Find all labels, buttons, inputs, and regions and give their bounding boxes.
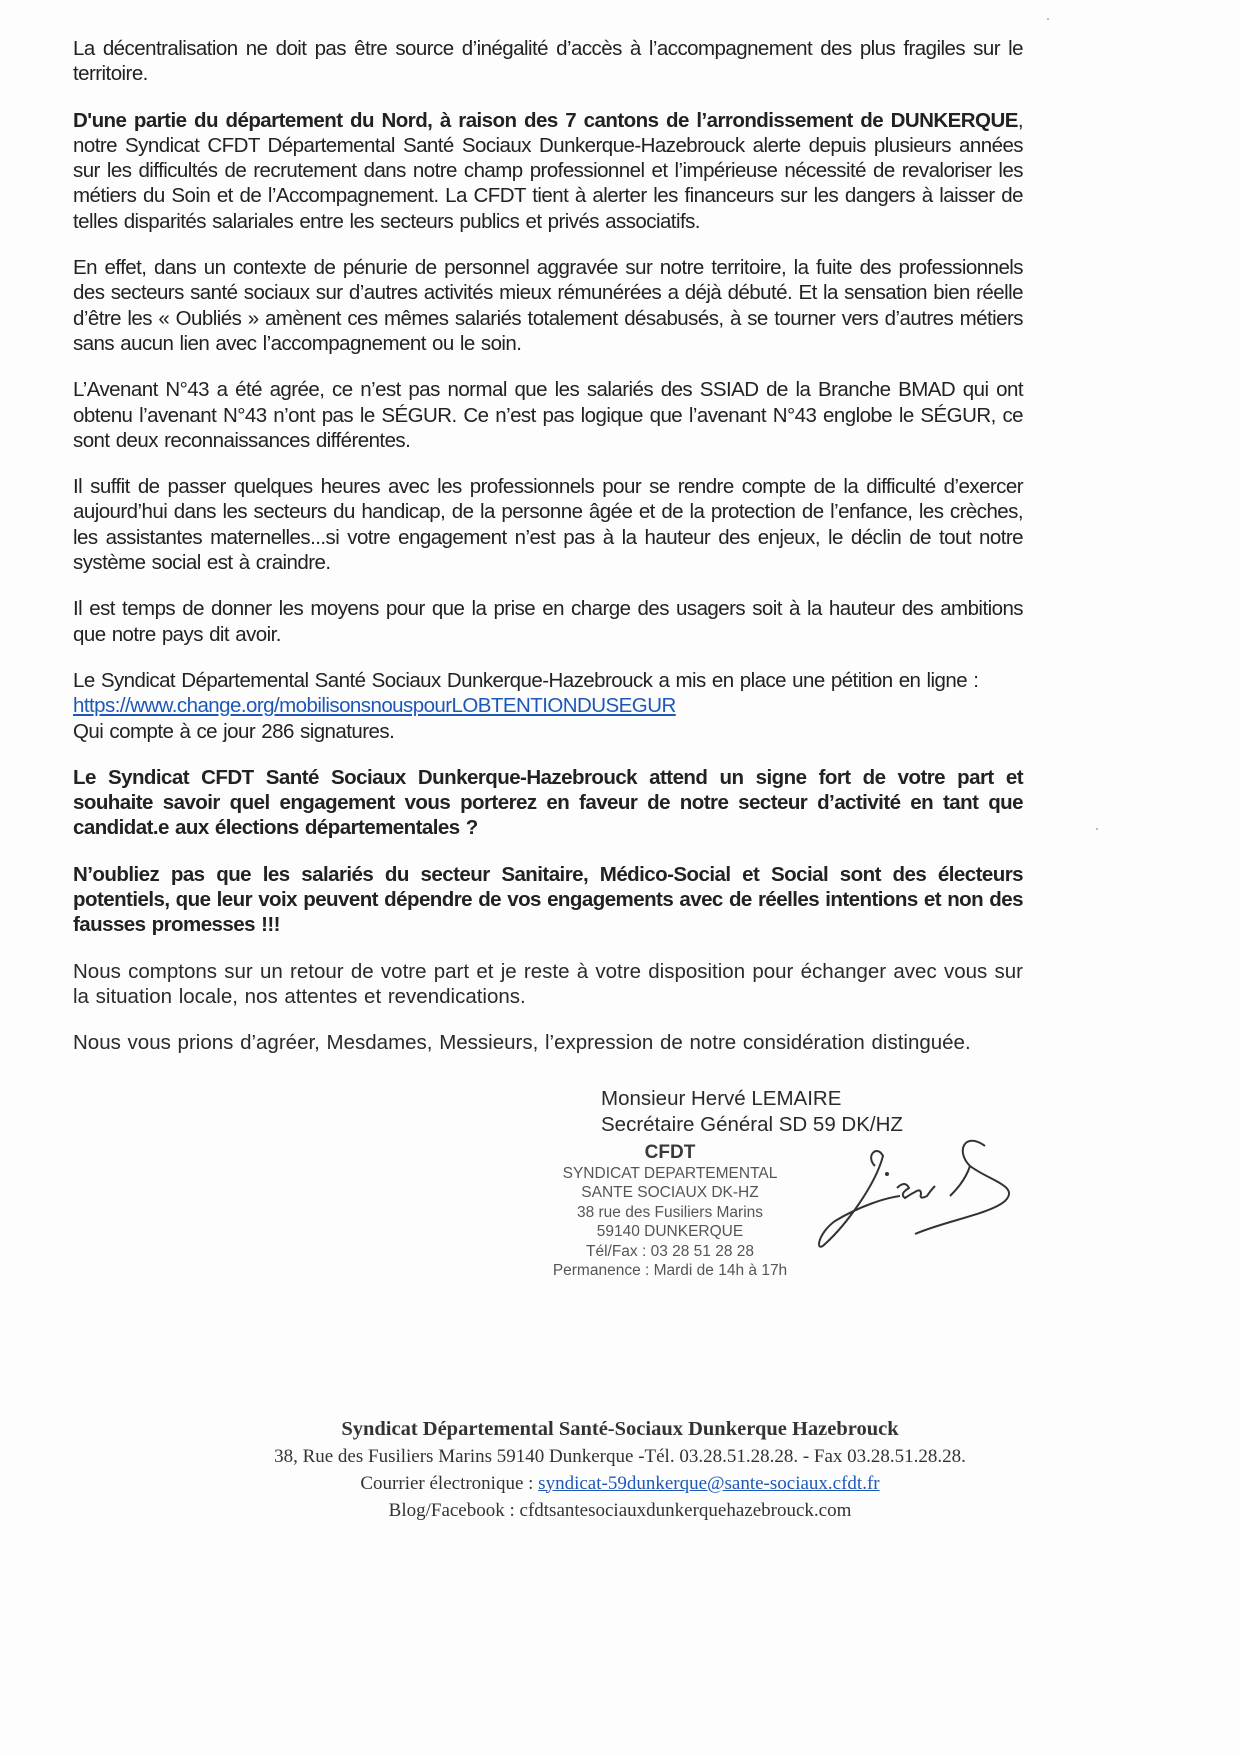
paragraph-avenant-43: L’Avenant N°43 a été agrée, ce n’est pas normal que les salariés des SSIAD de la Branche BMAD qui ont obtenu l’avenant N°43 n’ont pas le SÉGUR. Ce n’est pas logique que l’avenant N°43 englobe le SÉGUR, ce sont deux reconnaissances différentes. — [73, 378, 1023, 452]
stamp-line: SANTE SOCIAUX DK-HZ — [581, 1184, 759, 1201]
scan-speck — [1096, 828, 1098, 830]
stamp-line: 59140 DUNKERQUE — [596, 1223, 744, 1240]
paragraph-penurie: En effet, dans un contexte de pénurie de personnel aggravée sur notre territoire, la fuite des professionnels des secteurs santé sociaux sur d’autres activités mieux rémunérées a déjà débuté. Et la sensation bien réelle d’être les « Oubliés » amènent ces mêmes salariés totalement désabusés, à se tourner vers d’autres métiers sans aucun lien avec l’accompagnement ou le soin. — [73, 256, 1023, 355]
petition-block — [73, 668, 1023, 744]
letter-body — [73, 36, 1023, 1524]
stamp-line: 38 rue des Fusiliers Marins — [576, 1203, 764, 1221]
stamp-line: Permanence : Mardi de 14h à 17h — [552, 1262, 788, 1279]
footer-email-link[interactable]: syndicat-59dunkerque@sante-sociaux.cfdt.fr — [538, 1472, 880, 1494]
footer-email-label: Courrier électronique : — [360, 1472, 539, 1494]
paragraph-dunkerque-body: , notre Syndicat CFDT Départemental Santé Sociaux Dunkerque-Hazebrouck alerte depuis plusieurs années sur les difficultés de recrutement dans notre champ professionnel et l’impérieuse nécessité de revaloriser les métiers du Soin et de l’Accompagnement. La CFDT tient à alerter les financeurs sur les dangers à laisser de telles disparités salariales entre les secteurs publics et privés associatifs. — [73, 108, 1023, 233]
signatory-name: Monsieur Hervé LEMAIRE — [601, 1086, 842, 1110]
stamp-line: SYNDICAT DEPARTEMENTAL — [562, 1164, 778, 1182]
paragraph-petition: Le Syndicat Départemental Santé Sociaux Dunkerque-Hazebrouck a mis en place une pétition en ligne : — [73, 668, 979, 692]
closing-section — [0, 1086, 1240, 1416]
petition-link[interactable]: https://www.change.org/mobilisonsnouspourLOBTENTIONDUSEGUR — [73, 694, 676, 718]
paragraph-dunkerque-alert — [73, 108, 1023, 234]
stamp-line: Tél/Fax : 03 28 51 28 28 — [585, 1242, 755, 1260]
paragraph-signe-fort: Le Syndicat CFDT Santé Sociaux Dunkerque-Hazebrouck attend un signe fort de votre part et souhaite savoir quel engagement vous porterez en faveur de notre secteur d’activité en tant que candidat.e aux élections départementales ? — [73, 765, 1023, 840]
footer-blog: Blog/Facebook : cfdtsantesociauxdunkerquehazebrouck.com — [388, 1499, 852, 1521]
paragraph-dunkerque-lead: D'une partie du département du Nord, à raison des 7 cantons de l’arrondissement de DUNKERQUE — [73, 108, 1018, 132]
stamp-org: CFDT — [644, 1141, 696, 1163]
footer-org-title: Syndicat Départemental Santé-Sociaux Dunkerque Hazebrouck — [341, 1417, 899, 1440]
signatory-title: Secrétaire Général SD 59 DK/HZ — [601, 1112, 903, 1136]
letterhead-footer — [0, 1416, 1240, 1524]
petition-count: Qui compte à ce jour 286 signatures. — [73, 719, 395, 743]
petition-link-line — [73, 693, 1023, 718]
paragraph-moyens: Il est temps de donner les moyens pour que la prise en charge des usagers soit à la hauteur des ambitions que notre pays dit avoir. — [73, 597, 1023, 646]
footer-address: 38, Rue des Fusiliers Marins 59140 Dunkerque -Tél. 03.28.51.28.28. - Fax 03.28.51.28.28. — [274, 1445, 966, 1467]
paragraph-electeurs: N’oubliez pas que les salariés du secteur Sanitaire, Médico-Social et Social sont des électeurs potentiels, que leur voix peuvent dépendre de vos engagements avec de réelles intentions et non des fausses promesses !!! — [73, 862, 1023, 937]
handwritten-signature — [805, 1126, 1035, 1266]
paragraph-difficulte: Il suffit de passer quelques heures avec les professionnels pour se rendre compte de la difficulté d’exercer aujourd’hui dans les secteurs du handicap, de la personne âgée et de la protection de l’enfance, les crèches, les assistantes maternelles...si votre engagement n’est pas à la hauteur des enjeux, le déclin de tout notre système social est à craindre. — [73, 475, 1023, 575]
paragraph-retour: Nous comptons sur un retour de votre part et je reste à votre disposition pour échanger avec vous sur la situation locale, nos attentes et revendications. — [73, 959, 1023, 1008]
union-stamp — [520, 1142, 820, 1281]
paragraph-salutations: Nous vous prions d’agréer, Mesdames, Messieurs, l’expression de notre considération distinguée. — [73, 1031, 971, 1055]
scan-speck — [1047, 18, 1049, 20]
paragraph-decentralisation: La décentralisation ne doit pas être source d’inégalité d’accès à l’accompagnement des plus fragiles sur le territoire. — [73, 37, 1023, 86]
footer-email-line — [0, 1470, 1240, 1497]
